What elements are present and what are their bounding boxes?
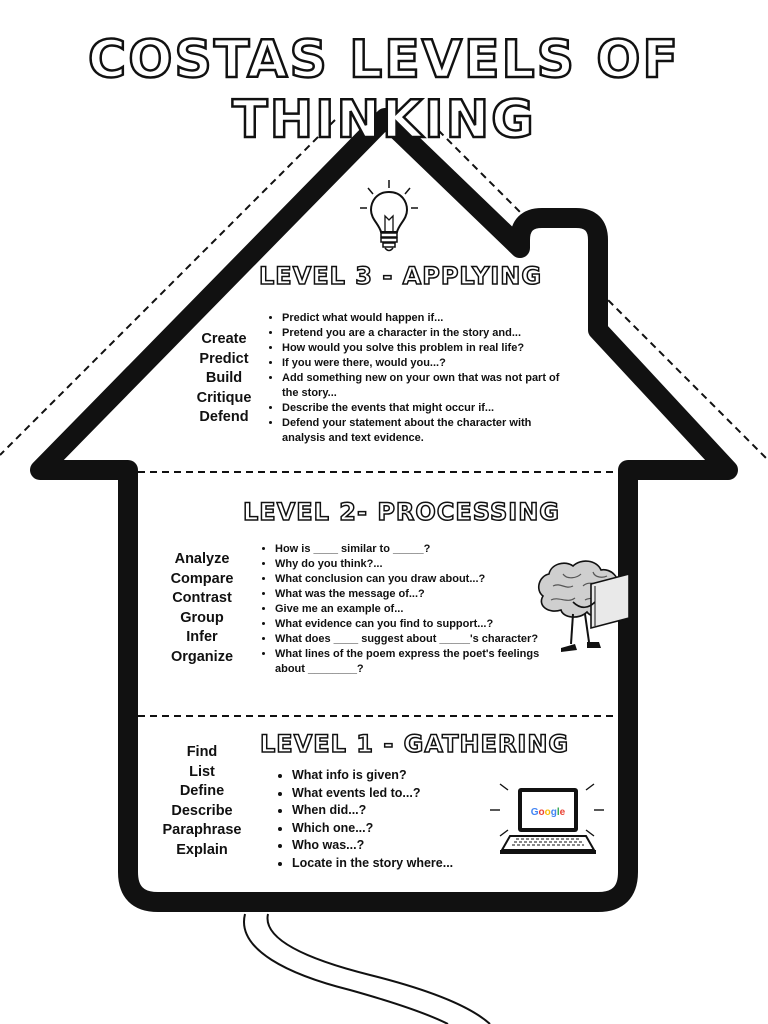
laptop-google-icon bbox=[488, 778, 606, 858]
brain-reading-book-icon bbox=[533, 556, 633, 658]
question-item: • If you were there, would you...? bbox=[282, 356, 560, 371]
verb-predict: Predict bbox=[199, 350, 249, 367]
level-2-verbs bbox=[160, 550, 244, 668]
question-item: • Defend your statement about the character with analysis and text evidence. bbox=[282, 416, 560, 446]
verb-build: Build bbox=[205, 370, 243, 387]
verb-list: List bbox=[189, 763, 215, 780]
question-item: • When did...? bbox=[292, 802, 502, 820]
level-3-verbs bbox=[186, 330, 262, 428]
path-line-right bbox=[267, 914, 490, 1024]
question-item: • Add something new on your own that was not part of the story... bbox=[282, 371, 560, 401]
question-item: • Pretend you are a character in the story and... bbox=[282, 326, 560, 341]
verb-analyze: Analyze bbox=[174, 551, 230, 567]
question-item: • What events led to...? bbox=[292, 785, 502, 803]
level-1-questions bbox=[276, 767, 502, 873]
question-item: • Why do you think?... bbox=[275, 557, 553, 572]
question-item: • Predict what would happen if... bbox=[282, 311, 560, 326]
verb-define: Define bbox=[179, 783, 225, 800]
level-2-questions bbox=[261, 542, 553, 677]
verb-infer: Infer bbox=[186, 629, 218, 646]
question-item: • How is ____ similar to _____? bbox=[275, 542, 553, 557]
laptop-screen-text: Google bbox=[530, 807, 566, 818]
question-item: • What does ____ suggest about _____'s character? bbox=[275, 632, 553, 647]
verb-organize: Organize bbox=[170, 648, 234, 665]
level-1-title: LEVEL 1 - GATHERING bbox=[260, 730, 570, 758]
question-item: • What evidence can you find to support...? bbox=[275, 617, 553, 632]
level-2-title: LEVEL 2- PROCESSING bbox=[243, 498, 561, 526]
verb-critique: Critique bbox=[196, 389, 252, 406]
question-item: • Who was...? bbox=[292, 837, 502, 855]
verb-group: Group bbox=[180, 609, 224, 626]
verb-paraphrase: Paraphrase bbox=[162, 822, 242, 839]
question-item: • What info is given? bbox=[292, 767, 502, 785]
verb-compare: Compare bbox=[170, 570, 234, 587]
question-item: • Describe the events that might occur if... bbox=[282, 401, 560, 416]
page-title: COSTAS LEVELS OF THINKING bbox=[88, 30, 680, 150]
question-item: • What lines of the poem express the poet's feelings about ________? bbox=[275, 647, 553, 677]
verb-find: Find bbox=[186, 744, 218, 760]
question-item: • Locate in the story where... bbox=[292, 855, 502, 873]
verb-describe: Describe bbox=[171, 802, 233, 819]
level-3-questions bbox=[268, 311, 560, 446]
verb-contrast: Contrast bbox=[172, 590, 232, 607]
verb-defend: Defend bbox=[199, 409, 249, 426]
question-item: • Which one...? bbox=[292, 820, 502, 838]
level-3-title: LEVEL 3 - APPLYING bbox=[259, 262, 543, 290]
question-item: • Give me an example of... bbox=[275, 602, 553, 617]
lightbulb-icon bbox=[358, 178, 420, 254]
question-item: • What conclusion can you draw about...? bbox=[275, 572, 553, 587]
level-1-verbs bbox=[155, 743, 249, 861]
verb-create: Create bbox=[201, 331, 247, 347]
question-item: • How would you solve this problem in real life? bbox=[282, 341, 560, 356]
verb-explain: Explain bbox=[176, 841, 228, 858]
question-item: • What was the message of...? bbox=[275, 587, 553, 602]
